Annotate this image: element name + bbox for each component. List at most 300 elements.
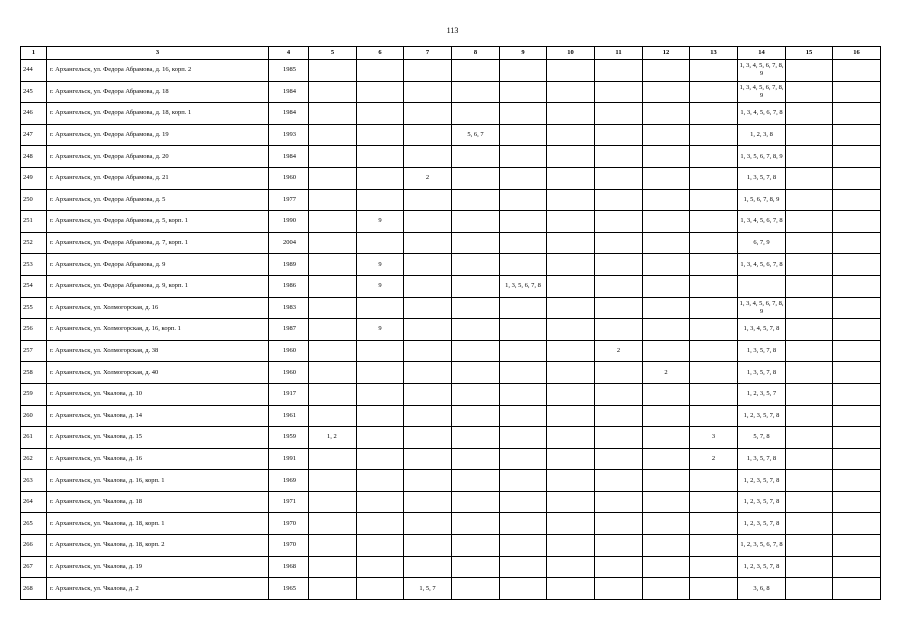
col-15-cell xyxy=(786,275,833,297)
col-5-cell xyxy=(309,340,357,362)
col-10-cell xyxy=(547,340,595,362)
year-cell: 1986 xyxy=(269,275,309,297)
col-5-cell xyxy=(309,275,357,297)
col-15-cell xyxy=(786,189,833,211)
col-14-cell: 1, 3, 4, 5, 6, 7, 8 xyxy=(738,254,786,276)
col-6-cell: 9 xyxy=(357,319,404,341)
col-10-cell xyxy=(547,513,595,535)
col-13-cell xyxy=(690,405,738,427)
table-body xyxy=(21,60,881,600)
col-14-cell: 3, 6, 8 xyxy=(738,578,786,600)
col-10-cell xyxy=(547,275,595,297)
col-7-cell xyxy=(404,491,452,513)
col-8-cell xyxy=(452,427,500,449)
col-9-cell xyxy=(500,340,547,362)
col-15-cell xyxy=(786,405,833,427)
col-8-cell xyxy=(452,513,500,535)
col-8-cell xyxy=(452,167,500,189)
col-14-cell: 1, 2, 3, 5, 7, 8 xyxy=(738,470,786,492)
table-row xyxy=(21,535,881,557)
col-14-cell: 5, 7, 8 xyxy=(738,427,786,449)
table-row xyxy=(21,124,881,146)
address-cell: г. Архангельск, ул. Чкалова, д. 16 xyxy=(47,448,269,470)
col-14-cell: 1, 3, 4, 5, 6, 7, 8, 9 xyxy=(738,81,786,103)
table-row xyxy=(21,427,881,449)
col-10-cell xyxy=(547,232,595,254)
col-12-cell xyxy=(643,491,690,513)
col-16-cell xyxy=(833,578,881,600)
row-number-cell: 262 xyxy=(21,448,47,470)
year-cell: 1971 xyxy=(269,491,309,513)
col-8-cell xyxy=(452,81,500,103)
col-9-cell xyxy=(500,146,547,168)
col-5-cell xyxy=(309,189,357,211)
col-11-cell xyxy=(595,556,643,578)
col-16-cell xyxy=(833,232,881,254)
col-9-cell xyxy=(500,448,547,470)
col-5-cell: 1, 2 xyxy=(309,427,357,449)
col-12-cell xyxy=(643,254,690,276)
col-9-cell: 1, 3, 5, 6, 7, 8 xyxy=(500,275,547,297)
col-5-cell xyxy=(309,578,357,600)
address-cell: г. Архангельск, ул. Холмогорская, д. 40 xyxy=(47,362,269,384)
row-number-cell: 257 xyxy=(21,340,47,362)
col-15-cell xyxy=(786,60,833,82)
year-cell: 1984 xyxy=(269,103,309,125)
col-8-cell: 5, 6, 7 xyxy=(452,124,500,146)
address-cell: г. Архангельск, ул. Чкалова, д. 14 xyxy=(47,405,269,427)
col-15-cell xyxy=(786,513,833,535)
address-cell: г. Архангельск, ул. Чкалова, д. 18 xyxy=(47,491,269,513)
row-number-cell: 248 xyxy=(21,146,47,168)
col-16-cell xyxy=(833,211,881,233)
address-cell: г. Архангельск, ул. Федора Абрамова, д. 20 xyxy=(47,146,269,168)
col-6-cell xyxy=(357,448,404,470)
col-11-cell xyxy=(595,513,643,535)
col-8-cell xyxy=(452,491,500,513)
col-14-cell: 1, 2, 3, 5, 7, 8 xyxy=(738,513,786,535)
header-cell: 12 xyxy=(643,47,690,60)
row-number-cell: 246 xyxy=(21,103,47,125)
header-cell: 10 xyxy=(547,47,595,60)
col-6-cell xyxy=(357,491,404,513)
table-row xyxy=(21,81,881,103)
year-cell: 1984 xyxy=(269,81,309,103)
col-11-cell xyxy=(595,189,643,211)
col-15-cell xyxy=(786,211,833,233)
col-13-cell xyxy=(690,81,738,103)
address-cell: г. Архангельск, ул. Федора Абрамова, д. 18, корп. 1 xyxy=(47,103,269,125)
col-9-cell xyxy=(500,578,547,600)
row-number-cell: 259 xyxy=(21,383,47,405)
col-6-cell xyxy=(357,556,404,578)
col-8-cell xyxy=(452,470,500,492)
row-number-cell: 260 xyxy=(21,405,47,427)
col-13-cell xyxy=(690,189,738,211)
col-16-cell xyxy=(833,297,881,319)
col-6-cell xyxy=(357,146,404,168)
col-14-cell: 1, 2, 3, 8 xyxy=(738,124,786,146)
table-row xyxy=(21,254,881,276)
col-14-cell: 1, 3, 5, 7, 8 xyxy=(738,362,786,384)
col-14-cell: 1, 3, 5, 6, 7, 8, 9 xyxy=(738,146,786,168)
header-cell: 13 xyxy=(690,47,738,60)
header-row xyxy=(21,47,881,60)
col-12-cell xyxy=(643,383,690,405)
table-row xyxy=(21,232,881,254)
col-7-cell xyxy=(404,319,452,341)
row-number-cell: 265 xyxy=(21,513,47,535)
col-12-cell xyxy=(643,535,690,557)
col-11-cell xyxy=(595,81,643,103)
table-row xyxy=(21,405,881,427)
col-10-cell xyxy=(547,319,595,341)
col-14-cell: 1, 5, 6, 7, 8, 9 xyxy=(738,189,786,211)
col-12-cell xyxy=(643,124,690,146)
year-cell: 1977 xyxy=(269,189,309,211)
col-11-cell: 2 xyxy=(595,340,643,362)
col-8-cell xyxy=(452,340,500,362)
col-9-cell xyxy=(500,167,547,189)
col-10-cell xyxy=(547,362,595,384)
col-13-cell xyxy=(690,535,738,557)
col-12-cell xyxy=(643,167,690,189)
col-8-cell xyxy=(452,556,500,578)
col-12-cell xyxy=(643,60,690,82)
col-7-cell xyxy=(404,513,452,535)
year-cell: 1987 xyxy=(269,319,309,341)
row-number-cell: 245 xyxy=(21,81,47,103)
col-11-cell xyxy=(595,362,643,384)
col-9-cell xyxy=(500,124,547,146)
col-7-cell xyxy=(404,362,452,384)
col-12-cell xyxy=(643,81,690,103)
col-11-cell xyxy=(595,297,643,319)
col-6-cell xyxy=(357,383,404,405)
col-7-cell xyxy=(404,81,452,103)
col-14-cell: 1, 3, 4, 5, 6, 7, 8 xyxy=(738,103,786,125)
year-cell: 1965 xyxy=(269,578,309,600)
col-9-cell xyxy=(500,427,547,449)
col-15-cell xyxy=(786,232,833,254)
col-10-cell xyxy=(547,189,595,211)
col-8-cell xyxy=(452,448,500,470)
table-row xyxy=(21,556,881,578)
col-11-cell xyxy=(595,319,643,341)
table-row xyxy=(21,578,881,600)
header-cell: 9 xyxy=(500,47,547,60)
col-16-cell xyxy=(833,405,881,427)
row-number-cell: 261 xyxy=(21,427,47,449)
address-cell: г. Архангельск, ул. Чкалова, д. 16, корп. 1 xyxy=(47,470,269,492)
col-7-cell xyxy=(404,146,452,168)
col-13-cell xyxy=(690,556,738,578)
col-11-cell xyxy=(595,405,643,427)
col-15-cell xyxy=(786,491,833,513)
col-13-cell xyxy=(690,232,738,254)
col-7-cell xyxy=(404,211,452,233)
address-cell: г. Архангельск, ул. Федора Абрамова, д. 7, корп. 1 xyxy=(47,232,269,254)
col-6-cell xyxy=(357,513,404,535)
col-5-cell xyxy=(309,103,357,125)
col-8-cell xyxy=(452,362,500,384)
address-cell: г. Архангельск, ул. Федора Абрамова, д. 5, корп. 1 xyxy=(47,211,269,233)
col-12-cell xyxy=(643,556,690,578)
col-13-cell xyxy=(690,275,738,297)
col-5-cell xyxy=(309,491,357,513)
col-8-cell xyxy=(452,103,500,125)
col-8-cell xyxy=(452,146,500,168)
col-11-cell xyxy=(595,427,643,449)
col-16-cell xyxy=(833,535,881,557)
col-6-cell xyxy=(357,578,404,600)
col-15-cell xyxy=(786,470,833,492)
col-10-cell xyxy=(547,383,595,405)
col-13-cell xyxy=(690,319,738,341)
address-cell: г. Архангельск, ул. Федора Абрамова, д. 16, корп. 2 xyxy=(47,60,269,82)
col-12-cell xyxy=(643,319,690,341)
col-16-cell xyxy=(833,275,881,297)
table-row xyxy=(21,362,881,384)
col-13-cell xyxy=(690,297,738,319)
table-row xyxy=(21,103,881,125)
col-10-cell xyxy=(547,556,595,578)
address-cell: г. Архангельск, ул. Чкалова, д. 15 xyxy=(47,427,269,449)
col-13-cell xyxy=(690,578,738,600)
col-11-cell xyxy=(595,124,643,146)
col-8-cell xyxy=(452,275,500,297)
col-16-cell xyxy=(833,362,881,384)
address-cell: г. Архангельск, ул. Федора Абрамова, д. 5 xyxy=(47,189,269,211)
col-12-cell xyxy=(643,232,690,254)
row-number-cell: 263 xyxy=(21,470,47,492)
col-13-cell xyxy=(690,491,738,513)
col-15-cell xyxy=(786,146,833,168)
col-11-cell xyxy=(595,232,643,254)
col-5-cell xyxy=(309,297,357,319)
table-row xyxy=(21,340,881,362)
col-7-cell xyxy=(404,275,452,297)
col-14-cell: 1, 2, 3, 5, 7, 8 xyxy=(738,405,786,427)
address-cell: г. Архангельск, ул. Холмогорская, д. 16 xyxy=(47,297,269,319)
col-10-cell xyxy=(547,297,595,319)
year-cell: 1985 xyxy=(269,60,309,82)
col-12-cell xyxy=(643,297,690,319)
col-11-cell xyxy=(595,146,643,168)
header-cell: 14 xyxy=(738,47,786,60)
col-8-cell xyxy=(452,211,500,233)
col-15-cell xyxy=(786,167,833,189)
col-9-cell xyxy=(500,491,547,513)
col-11-cell xyxy=(595,383,643,405)
col-6-cell xyxy=(357,189,404,211)
page-number: 113 xyxy=(446,26,459,35)
col-14-cell: 1, 2, 3, 5, 7, 8 xyxy=(738,556,786,578)
address-cell: г. Архангельск, ул. Холмогорская, д. 16, корп. 1 xyxy=(47,319,269,341)
col-10-cell xyxy=(547,405,595,427)
col-5-cell xyxy=(309,556,357,578)
table-row xyxy=(21,60,881,82)
col-16-cell xyxy=(833,491,881,513)
col-16-cell xyxy=(833,60,881,82)
col-7-cell xyxy=(404,448,452,470)
col-14-cell: 1, 3, 5, 7, 8 xyxy=(738,167,786,189)
col-15-cell xyxy=(786,297,833,319)
col-7-cell xyxy=(404,427,452,449)
col-10-cell xyxy=(547,578,595,600)
year-cell: 2004 xyxy=(269,232,309,254)
col-13-cell xyxy=(690,470,738,492)
col-14-cell: 1, 3, 5, 7, 8 xyxy=(738,340,786,362)
col-15-cell xyxy=(786,340,833,362)
table-row xyxy=(21,211,881,233)
col-13-cell: 2 xyxy=(690,448,738,470)
col-12-cell: 2 xyxy=(643,362,690,384)
col-11-cell xyxy=(595,470,643,492)
col-9-cell xyxy=(500,362,547,384)
col-8-cell xyxy=(452,60,500,82)
col-16-cell xyxy=(833,448,881,470)
col-9-cell xyxy=(500,319,547,341)
address-cell: г. Архангельск, ул. Федора Абрамова, д. 18 xyxy=(47,81,269,103)
year-cell: 1970 xyxy=(269,535,309,557)
row-number-cell: 252 xyxy=(21,232,47,254)
col-11-cell xyxy=(595,448,643,470)
col-5-cell xyxy=(309,211,357,233)
col-9-cell xyxy=(500,60,547,82)
header-cell: 6 xyxy=(357,47,404,60)
col-15-cell xyxy=(786,383,833,405)
col-13-cell xyxy=(690,362,738,384)
col-10-cell xyxy=(547,81,595,103)
col-12-cell xyxy=(643,103,690,125)
year-cell: 1961 xyxy=(269,405,309,427)
year-cell: 1960 xyxy=(269,167,309,189)
col-12-cell xyxy=(643,211,690,233)
table-row xyxy=(21,146,881,168)
header-cell: 16 xyxy=(833,47,881,60)
col-12-cell xyxy=(643,189,690,211)
col-13-cell xyxy=(690,124,738,146)
col-13-cell xyxy=(690,211,738,233)
col-11-cell xyxy=(595,275,643,297)
col-9-cell xyxy=(500,405,547,427)
col-11-cell xyxy=(595,211,643,233)
col-6-cell xyxy=(357,297,404,319)
header-cell: 15 xyxy=(786,47,833,60)
col-5-cell xyxy=(309,124,357,146)
col-7-cell xyxy=(404,232,452,254)
year-cell: 1989 xyxy=(269,254,309,276)
address-cell: г. Архангельск, ул. Федора Абрамова, д. 19 xyxy=(47,124,269,146)
col-12-cell xyxy=(643,427,690,449)
col-16-cell xyxy=(833,189,881,211)
address-cell: г. Архангельск, ул. Чкалова, д. 10 xyxy=(47,383,269,405)
col-10-cell xyxy=(547,211,595,233)
table-row xyxy=(21,297,881,319)
col-5-cell xyxy=(309,470,357,492)
col-5-cell xyxy=(309,146,357,168)
col-5-cell xyxy=(309,362,357,384)
row-number-cell: 268 xyxy=(21,578,47,600)
year-cell: 1990 xyxy=(269,211,309,233)
header-cell: 11 xyxy=(595,47,643,60)
header-cell: 3 xyxy=(47,47,269,60)
col-6-cell xyxy=(357,167,404,189)
col-7-cell: 2 xyxy=(404,167,452,189)
col-8-cell xyxy=(452,535,500,557)
col-5-cell xyxy=(309,232,357,254)
col-11-cell xyxy=(595,491,643,513)
col-9-cell xyxy=(500,211,547,233)
col-6-cell xyxy=(357,232,404,254)
year-cell: 1968 xyxy=(269,556,309,578)
col-6-cell xyxy=(357,535,404,557)
table-row xyxy=(21,470,881,492)
col-15-cell xyxy=(786,535,833,557)
row-number-cell: 247 xyxy=(21,124,47,146)
col-7-cell xyxy=(404,470,452,492)
col-13-cell xyxy=(690,383,738,405)
col-7-cell xyxy=(404,189,452,211)
col-9-cell xyxy=(500,81,547,103)
col-5-cell xyxy=(309,513,357,535)
row-number-cell: 256 xyxy=(21,319,47,341)
col-14-cell: 1, 3, 5, 7, 8 xyxy=(738,448,786,470)
col-10-cell xyxy=(547,146,595,168)
col-16-cell xyxy=(833,513,881,535)
col-9-cell xyxy=(500,232,547,254)
col-15-cell xyxy=(786,556,833,578)
col-13-cell xyxy=(690,167,738,189)
col-16-cell xyxy=(833,146,881,168)
col-16-cell xyxy=(833,556,881,578)
col-7-cell xyxy=(404,340,452,362)
col-16-cell xyxy=(833,103,881,125)
col-16-cell xyxy=(833,254,881,276)
col-7-cell xyxy=(404,103,452,125)
col-15-cell xyxy=(786,319,833,341)
address-cell: г. Архангельск, ул. Чкалова, д. 2 xyxy=(47,578,269,600)
address-cell: г. Архангельск, ул. Федора Абрамова, д. 21 xyxy=(47,167,269,189)
col-5-cell xyxy=(309,167,357,189)
col-6-cell xyxy=(357,60,404,82)
col-12-cell xyxy=(643,340,690,362)
col-10-cell xyxy=(547,470,595,492)
header-cell: 8 xyxy=(452,47,500,60)
col-7-cell xyxy=(404,124,452,146)
table-row xyxy=(21,491,881,513)
col-7-cell xyxy=(404,297,452,319)
col-6-cell xyxy=(357,405,404,427)
table-row xyxy=(21,513,881,535)
col-10-cell xyxy=(547,535,595,557)
table-row xyxy=(21,383,881,405)
col-12-cell xyxy=(643,146,690,168)
col-8-cell xyxy=(452,232,500,254)
table-row xyxy=(21,189,881,211)
register-table xyxy=(20,46,881,600)
col-9-cell xyxy=(500,556,547,578)
year-cell: 1993 xyxy=(269,124,309,146)
col-5-cell xyxy=(309,448,357,470)
col-12-cell xyxy=(643,405,690,427)
table-row xyxy=(21,275,881,297)
year-cell: 1970 xyxy=(269,513,309,535)
col-13-cell xyxy=(690,60,738,82)
col-10-cell xyxy=(547,427,595,449)
col-8-cell xyxy=(452,405,500,427)
